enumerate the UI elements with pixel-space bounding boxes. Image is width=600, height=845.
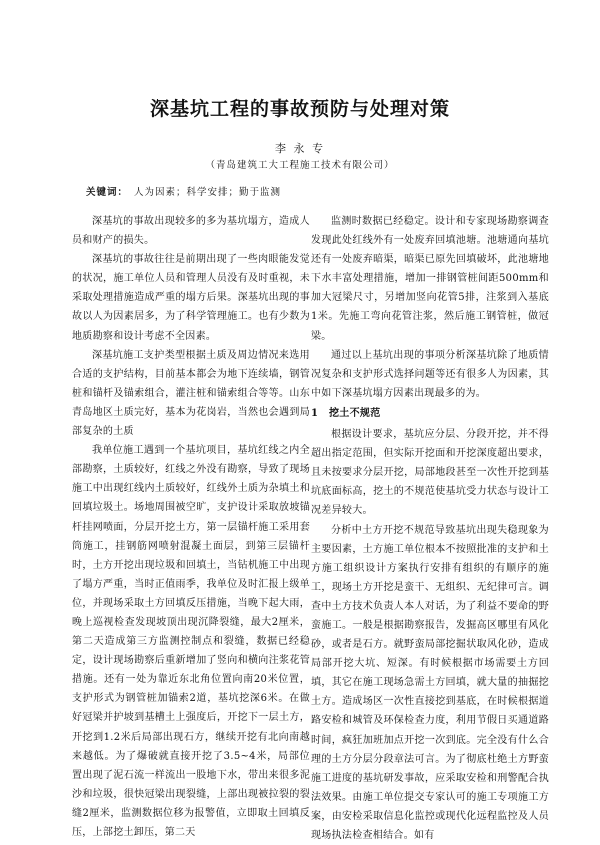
body-paragraph: 监测时数据已经稳定。设计和专家现场勘察调查发现此处红线外有一处废弃回填池塘。池塘通向基坑还有一处废弃暗渠，暗渠已原先回填破坏，此池塘地下水丰富处理措施，增加一排钢管桩间距500mm和加大冠梁尺寸，另增加竖向花管5排，注浆到入基底1米。先施工弯向花管注浆，然后施工钢管桩，做冠梁。 [311, 212, 549, 346]
body-paragraph: 根据设计要求，基坑应分层、分段开挖，并不得超出指定范围，但实际开挖面和开挖深度超出要求，且未按要求分层开挖，局部地段甚至一次性开挖到基坑底面标高，挖土的不规范使基坑受力状态与设计工况差异较大。 [311, 425, 549, 520]
author-name: 李 永 专 [0, 140, 600, 156]
keywords-line [86, 184, 281, 198]
body-paragraph: 深基坑的事故往往是前期出现了一些肉眼能发觉的状况，施工单位人员和管理人员没有及时重视，未采取处理措施造成严重的塌方后果。深基坑出现的事故以人为因素居多，为了科学管理施工。也有少数为地质勘察和设计考虑不全因素。 [72, 250, 310, 345]
body-paragraph: 分析中土方开挖不规范导致基坑出现失稳现象为主要因素，土方施工单位根本不按照批准的支护和土方施工组织设计方案执行安排有组织的有顺序的施工，现场土方开挖是蛮干、无组织、无纪律可言。调查中土方技术负责人本人对话，为了利益不要命的野蛮施工。一般是根据勘察报告，发掘高区哪里有风化砂，或者是石方。就野蛮局部挖掘状取风化砂，造成局部开挖大坑、短深。有时候根据市场需要土方回填，其它在施工现场急需土方回填，就大量的抽掘挖土方。造成场区一次性直接挖到基底，在时候根据道路安检和城管及环保检查力度，利用节假日买通道路时间，疯狂加班加点开挖一次到底。完全没有什么合理的土方分层分段章法可言。为了彻底杜绝土方野蛮施工进度的基坑研发事故，应采取安检和刑警配合执法效果。由施工单位提交专家认可的施工专项施工方案，由安检采取信息化监控或现代化远程监控及人员现场执法检查相结合。如有 [311, 521, 549, 845]
body-paragraph: 通过以上基坑出现的事项分析深基坑除了地质情况复杂和支护形式选择问题等还有很多人为因素，其中如下深基坑塌方因素出现最多的为。 [311, 346, 549, 403]
author-affiliation: （青岛建筑工大工程施工技术有限公司） [0, 157, 600, 171]
section-number: 1 [311, 404, 329, 423]
paper-title: 深基坑工程的事故预防与处理对策 [0, 94, 600, 121]
body-paragraph: 深基坑的事故出现较多的多为基坑塌方，造成人员和财产的损失。 [72, 212, 310, 250]
right-column [311, 212, 549, 845]
keywords-label: 关键词： [86, 187, 128, 198]
keywords-text: 人为因素；科学安排；勤于监测 [134, 187, 281, 198]
left-column [72, 212, 310, 842]
section-title: 挖土不规范 [329, 408, 381, 419]
section-heading [311, 404, 549, 423]
body-paragraph: 我单位施工遇到一个基坑项目，基坑红线之内全部勘察，土质较好，红线之外没有勘察，导致了现场施工中出现红线内土质较好，红线外土质为杂填土和回填垃圾土。场地周围被空旷，支护设计采取放坡锚杆挂网喷面，分层开挖土方，第一层锚杆施工采用套筒施工，挂钢筋网喷射混凝土面层，到第三层锚杆时，土方开挖出现垃圾和回填土，当钻机施工中出现了塌方严重，当时正值雨季，我单位及时汇报上级单位，并现场采取土方回填反压措施，当晚下起大雨，晚上巡视检查发现坡顶出现沉降裂缝，最大2厘米，第二天造成第三方监测控制点和裂缝，数据已经稳定，设计现场勘察后重新增加了竖向和横向注浆花管措施。还有一处为靠近东北角位置向南20米位置，支护形式为钢管桩加锚索2道，基坑挖深6米。在做好冠梁并护坡到基槽土上强度后，开挖下一层土方，开挖到1.2米后局部出现石方，继续开挖有北向南越来越低。为了爆破就直接开挖了3.5~4米，局部位置出现了泥石流一样流出一股地下水，带出来很多泥沙和垃圾，很快冠梁出现裂缝，上部出现被拉裂的裂缝2厘米，监测数据位移为报警值，立即取土回填反压，上部挖土卸压，第二天 [72, 441, 310, 842]
body-paragraph: 深基坑施工支护类型根据土质及周边情况来选用合适的支护结构，目前基本都会为地下连续墙，钢管桩和锚杆及锚索组合，灌注桩和锚索组合等等。山东青岛地区土质完好，基本为花岗岩，当然也会遇到局部复杂的土质 [72, 346, 310, 441]
